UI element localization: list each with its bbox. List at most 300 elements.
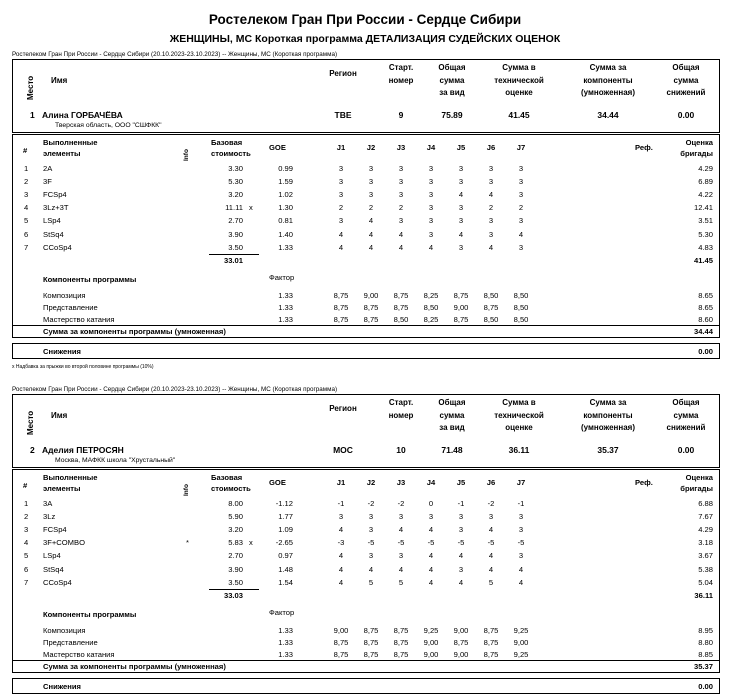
- judge-header: J1: [336, 143, 346, 152]
- judge-score: 3: [458, 164, 464, 173]
- event-line: Ростелеком Гран При России - Сердце Сибири (20.10.2023-23.10.2023) -- Женщины, МС (Короткая программа): [12, 51, 338, 58]
- factor-header: Фактор: [269, 272, 295, 282]
- element-code: 3F+COMBO: [43, 538, 85, 548]
- judge-score: -5: [427, 538, 435, 548]
- element-panel-score: 5.04: [698, 577, 713, 587]
- component-name: Представление: [43, 302, 98, 312]
- element-number: 1: [24, 164, 29, 173]
- judge-score: 3: [488, 216, 494, 226]
- judge-score: 3: [518, 190, 524, 200]
- skater-deductions: 0.00: [677, 110, 695, 120]
- element-goe: 1.33: [278, 242, 293, 252]
- judge-score: 2: [338, 203, 344, 213]
- skater-start-no: 10: [396, 445, 406, 455]
- judge-header: J1: [336, 478, 346, 487]
- deductions-header: Общая сумма снижений: [666, 398, 706, 432]
- component-judge-score: 8,50: [393, 315, 409, 325]
- component-factor: 1.33: [278, 290, 293, 300]
- component-judge-score: 8,25: [423, 290, 439, 300]
- element-panel-score: 4.22: [698, 190, 713, 200]
- component-judge-score: 8,75: [333, 315, 349, 325]
- region-header: Регион: [329, 404, 357, 413]
- skater-block: [0, 46, 730, 370]
- element-info: *: [186, 538, 189, 548]
- judge-score: 5: [398, 577, 404, 587]
- judge-score: 3: [398, 177, 404, 187]
- judge-score: 4: [338, 242, 344, 252]
- component-judge-score: 8,75: [363, 315, 379, 325]
- element-goe: 1.02: [278, 190, 293, 200]
- component-judge-score: 8,50: [513, 315, 529, 325]
- component-judge-score: 8,75: [363, 650, 379, 660]
- deductions-label: Снижения: [43, 682, 81, 691]
- element-panel-score: 5.30: [698, 229, 713, 239]
- skater-header-box: [12, 394, 720, 468]
- element-details-box: [12, 134, 720, 338]
- component-judge-score: 8,75: [393, 650, 409, 660]
- component-judge-score: 9,00: [333, 625, 349, 635]
- element-code: 2A: [43, 164, 53, 173]
- judge-score: 4: [338, 525, 344, 535]
- pcs-header: Сумма за компоненты (умноженная): [581, 398, 635, 432]
- judge-score: 3: [458, 216, 464, 226]
- panel-header: Оценка бригады: [680, 473, 713, 493]
- element-panel-score: 4.83: [698, 242, 713, 252]
- element-panel-score: 6.88: [698, 499, 713, 508]
- element-goe: 1.77: [278, 512, 293, 522]
- tes-header: Сумма в технической оценке: [494, 398, 544, 432]
- judge-score: 2: [518, 203, 524, 213]
- judge-score: 3: [368, 177, 374, 187]
- judge-header: J7: [516, 143, 526, 152]
- judge-score: 4: [338, 564, 344, 574]
- judge-score: -5: [487, 538, 495, 548]
- component-judge-score: 9,00: [423, 650, 439, 660]
- component-judge-score: 8,75: [393, 625, 409, 635]
- component-judge-score: 8,75: [393, 290, 409, 300]
- component-judge-score: 8,75: [363, 625, 379, 635]
- element-goe: -1.12: [275, 499, 293, 508]
- skater-start-no: 9: [398, 110, 404, 120]
- component-judge-score: 9,00: [363, 290, 379, 300]
- page-subtitle: ЖЕНЩИНЫ, МС Короткая программа ДЕТАЛИЗАЦИЯ СУДЕЙСКИХ ОЦЕНОК: [169, 33, 561, 45]
- judge-score: 3: [428, 229, 434, 239]
- judge-score: 3: [458, 203, 464, 213]
- component-judge-score: 8,75: [393, 637, 409, 647]
- judge-score: 3: [368, 190, 374, 200]
- base-value-total: 33.01: [223, 255, 243, 265]
- element-code: 3A: [43, 499, 53, 508]
- judge-header: J3: [396, 143, 406, 152]
- judge-score: -5: [397, 538, 405, 548]
- deductions-total: 0.00: [698, 347, 713, 356]
- element-base-value: 3.90: [228, 229, 243, 239]
- place-header: Место: [26, 75, 35, 100]
- judge-score: 3: [518, 164, 524, 173]
- component-judge-score: 8,50: [483, 315, 499, 325]
- pcs-total: 34.44: [693, 327, 713, 337]
- base-value-total: 33.03: [223, 590, 243, 600]
- deductions-box: [12, 343, 720, 359]
- element-base-value: 3.50: [228, 577, 243, 587]
- judge-score: 3: [428, 164, 434, 173]
- pcs-total-label: Сумма за компоненты программы (умноженная): [43, 327, 226, 337]
- component-factor: 1.33: [278, 650, 293, 660]
- judge-header: J5: [456, 143, 466, 152]
- element-base-value: 3.20: [228, 525, 243, 535]
- judge-score: 4: [368, 564, 374, 574]
- element-goe: 1.40: [278, 229, 293, 239]
- bonus-marker: x: [249, 538, 253, 548]
- judge-score: 3: [428, 203, 434, 213]
- component-judge-score: 9,25: [513, 650, 529, 660]
- judge-score: -3: [337, 538, 345, 548]
- judge-score: 3: [518, 551, 524, 561]
- start-no-header: Старт. номер: [388, 63, 414, 85]
- judge-score: 3: [338, 164, 344, 173]
- judge-score: 4: [428, 577, 434, 587]
- skater-total: 75.89: [441, 110, 463, 120]
- component-factor: 1.33: [278, 637, 293, 647]
- tes-total: 41.45: [693, 255, 713, 265]
- start-no-header: Старт. номер: [388, 398, 414, 420]
- element-number: 4: [24, 538, 29, 548]
- judge-score: 3: [518, 525, 524, 535]
- component-judge-score: 8,75: [333, 290, 349, 300]
- element-code: LSp4: [43, 551, 61, 561]
- judge-score: 4: [488, 525, 494, 535]
- total-header: Общая сумма за вид: [438, 398, 466, 432]
- judge-score: 3: [338, 177, 344, 187]
- skater-club: Москва, МАФКК школа "Хрустальный": [55, 457, 176, 464]
- info-header: Info: [183, 484, 190, 496]
- judge-score: 3: [458, 564, 464, 574]
- bonus-marker: x: [249, 203, 253, 213]
- judge-score: 3: [398, 512, 404, 522]
- pcs-total: 35.37: [693, 662, 713, 672]
- components-header: Компоненты программы: [43, 274, 137, 284]
- component-judge-score: 9,00: [423, 637, 439, 647]
- element-base-value: 5.90: [228, 512, 243, 522]
- component-judge-score: 9,00: [453, 302, 469, 312]
- judge-score: -1: [517, 499, 525, 508]
- judge-score: 4: [398, 564, 404, 574]
- page-title: Ростелеком Гран При России - Сердце Сибири: [208, 12, 522, 27]
- judge-score: 3: [368, 164, 374, 173]
- judge-score: 4: [458, 190, 464, 200]
- ref-header: Реф.: [635, 478, 653, 487]
- skater-block: [0, 381, 730, 691]
- name-header: Имя: [51, 411, 68, 420]
- judge-score: 3: [368, 551, 374, 561]
- component-panel-score: 8.85: [698, 650, 713, 660]
- pcs-header: Сумма за компоненты (умноженная): [581, 63, 635, 97]
- component-judge-score: 8,75: [483, 637, 499, 647]
- component-judge-score: 8,50: [513, 302, 529, 312]
- event-line: Ростелеком Гран При России - Сердце Сибири (20.10.2023-23.10.2023) -- Женщины, МС (Короткая программа): [12, 386, 338, 393]
- judge-score: 4: [398, 242, 404, 252]
- judge-score: 4: [428, 525, 434, 535]
- judge-score: 3: [458, 525, 464, 535]
- judge-score: 4: [428, 564, 434, 574]
- judge-score: 3: [518, 216, 524, 226]
- skater-region: ТВЕ: [334, 110, 352, 120]
- skater-place: 1: [30, 110, 35, 120]
- element-goe: 1.54: [278, 577, 293, 587]
- judge-score: 4: [458, 229, 464, 239]
- goe-header: GOE: [269, 143, 286, 152]
- judge-score: 3: [398, 551, 404, 561]
- judge-score: 4: [518, 229, 524, 239]
- component-judge-score: 9,00: [453, 625, 469, 635]
- judge-score: 4: [518, 564, 524, 574]
- judge-score: -1: [337, 499, 345, 508]
- judge-header: J6: [486, 478, 496, 487]
- component-judge-score: 8,75: [483, 650, 499, 660]
- base-header: Базовая стоимость: [211, 138, 251, 158]
- skater-header-box: [12, 59, 720, 133]
- element-base-value: 8.00: [228, 499, 243, 508]
- component-judge-score: 8,75: [363, 637, 379, 647]
- judge-score: 4: [338, 551, 344, 561]
- element-base-value: 3.50: [228, 242, 243, 252]
- pcs-total-label: Сумма за компоненты программы (умноженная): [43, 662, 226, 672]
- base-header: Базовая стоимость: [211, 473, 251, 493]
- component-judge-score: 8,75: [453, 315, 469, 325]
- judge-score: 3: [368, 525, 374, 535]
- element-base-value: 5.83: [228, 538, 243, 548]
- judge-score: 3: [428, 216, 434, 226]
- judge-score: 0: [428, 499, 434, 508]
- judge-score: 4: [428, 551, 434, 561]
- skater-tes: 41.45: [508, 110, 530, 120]
- element-number: 7: [24, 242, 29, 252]
- base-total-rule: [209, 589, 259, 590]
- judge-score: -5: [517, 538, 525, 548]
- element-base-value: 3.20: [228, 190, 243, 200]
- component-judge-score: 8,75: [483, 625, 499, 635]
- elements-header: Выполненные элементы: [43, 473, 98, 493]
- component-factor: 1.33: [278, 302, 293, 312]
- judge-header: J5: [456, 478, 466, 487]
- component-judge-score: 9,25: [513, 625, 529, 635]
- judge-score: 4: [368, 216, 374, 226]
- judge-score: 4: [338, 577, 344, 587]
- judge-score: 3: [398, 216, 404, 226]
- num-header: #: [23, 146, 28, 155]
- deductions-total: 0.00: [698, 682, 713, 691]
- pcs-total-rule: [13, 660, 719, 661]
- element-number: 1: [24, 499, 29, 508]
- skater-total: 71.48: [441, 445, 463, 455]
- element-code: CCoSp4: [43, 242, 72, 252]
- component-name: Мастерство катания: [43, 650, 115, 660]
- skater-place: 2: [30, 445, 35, 455]
- base-total-rule: [209, 254, 259, 255]
- element-code: StSq4: [43, 564, 64, 574]
- component-judge-score: 9,00: [453, 650, 469, 660]
- deductions-header: Общая сумма снижений: [666, 63, 706, 97]
- component-panel-score: 8.65: [698, 302, 713, 312]
- element-code: CCoSp4: [43, 577, 72, 587]
- skater-region: МОС: [333, 445, 353, 455]
- judge-score: 4: [398, 229, 404, 239]
- component-judge-score: 8,75: [333, 637, 349, 647]
- element-code: LSp4: [43, 216, 61, 226]
- judge-score: 4: [488, 242, 494, 252]
- component-judge-score: 8,50: [483, 290, 499, 300]
- panel-header: Оценка бригады: [680, 138, 713, 158]
- component-factor: 1.33: [278, 315, 293, 325]
- ref-header: Реф.: [635, 143, 653, 152]
- element-panel-score: 4.29: [698, 525, 713, 535]
- judge-score: 2: [368, 203, 374, 213]
- deductions-label: Снижения: [43, 347, 81, 356]
- skater-tes: 36.11: [508, 445, 530, 455]
- judge-header: J4: [426, 478, 436, 487]
- judge-score: -2: [487, 499, 495, 508]
- component-name: Представление: [43, 637, 98, 647]
- tes-header: Сумма в технической оценке: [494, 63, 544, 97]
- element-panel-score: 3.51: [698, 216, 713, 226]
- judge-score: 4: [428, 242, 434, 252]
- judge-score: -5: [457, 538, 465, 548]
- judge-score: 3: [488, 177, 494, 187]
- judge-score: 3: [398, 164, 404, 173]
- component-judge-score: 8,75: [483, 302, 499, 312]
- judge-score: 4: [368, 229, 374, 239]
- info-header: Info: [183, 149, 190, 161]
- judge-score: 5: [368, 577, 374, 587]
- skater-pcs: 35.37: [597, 445, 619, 455]
- judge-score: 3: [458, 242, 464, 252]
- judge-score: 4: [488, 190, 494, 200]
- skater-club: Тверская область, ООО "СШФКК": [55, 122, 162, 129]
- judge-score: 2: [398, 203, 404, 213]
- num-header: #: [23, 481, 28, 490]
- component-panel-score: 8.95: [698, 625, 713, 635]
- element-panel-score: 3.18: [698, 538, 713, 548]
- judge-score: 2: [488, 203, 494, 213]
- judge-score: 3: [338, 216, 344, 226]
- component-judge-score: 8,25: [423, 315, 439, 325]
- skater-name: Алина ГОРБАЧЁВА: [42, 110, 123, 120]
- judge-header: J4: [426, 143, 436, 152]
- name-header: Имя: [51, 76, 68, 85]
- judge-header: J2: [366, 143, 376, 152]
- element-panel-score: 4.29: [698, 164, 713, 173]
- element-details-box: [12, 469, 720, 673]
- tes-total: 36.11: [694, 590, 713, 600]
- skater-pcs: 34.44: [597, 110, 619, 120]
- element-base-value: 3.90: [228, 564, 243, 574]
- judge-header: J3: [396, 478, 406, 487]
- judge-score: 4: [458, 577, 464, 587]
- component-name: Композиция: [43, 290, 86, 300]
- judge-header: J7: [516, 478, 526, 487]
- judge-score: 3: [488, 229, 494, 239]
- skater-deductions: 0.00: [677, 445, 695, 455]
- element-panel-score: 6.89: [698, 177, 713, 187]
- element-code: 3F: [43, 177, 52, 187]
- judge-score: 3: [338, 190, 344, 200]
- element-goe: 1.30: [278, 203, 293, 213]
- components-header: Компоненты программы: [43, 609, 137, 619]
- element-code: 3Lz: [43, 512, 56, 522]
- goe-header: GOE: [269, 478, 286, 487]
- judge-score: 4: [398, 525, 404, 535]
- element-base-value: 3.30: [228, 164, 243, 173]
- element-number: 6: [24, 229, 29, 239]
- judge-score: 4: [488, 564, 494, 574]
- factor-header: Фактор: [269, 607, 295, 617]
- element-number: 5: [24, 216, 29, 226]
- element-goe: 0.97: [278, 551, 293, 561]
- judge-score: 3: [488, 512, 494, 522]
- judge-header: J2: [366, 478, 376, 487]
- judge-score: 3: [398, 190, 404, 200]
- judge-score: 3: [428, 512, 434, 522]
- element-code: FCSp4: [43, 525, 67, 535]
- element-number: 5: [24, 551, 29, 561]
- judge-score: 3: [458, 177, 464, 187]
- component-name: Композиция: [43, 625, 86, 635]
- element-number: 4: [24, 203, 29, 213]
- element-panel-score: 7.67: [698, 512, 713, 522]
- element-goe: 1.59: [278, 177, 293, 187]
- component-judge-score: 8,50: [513, 290, 529, 300]
- element-base-value: 2.70: [228, 551, 243, 561]
- component-judge-score: 8,75: [393, 302, 409, 312]
- element-number: 2: [24, 512, 29, 522]
- element-number: 3: [24, 190, 29, 200]
- judge-score: 4: [368, 242, 374, 252]
- component-factor: 1.33: [278, 625, 293, 635]
- component-judge-score: 8,75: [453, 637, 469, 647]
- judge-score: 3: [428, 190, 434, 200]
- judge-score: 3: [428, 177, 434, 187]
- judge-score: 3: [518, 512, 524, 522]
- component-judge-score: 8,75: [333, 302, 349, 312]
- element-base-value: 2.70: [228, 216, 243, 226]
- element-number: 7: [24, 577, 29, 587]
- elements-header: Выполненные элементы: [43, 138, 98, 158]
- element-number: 6: [24, 564, 29, 574]
- judge-score: -1: [457, 499, 465, 508]
- element-panel-score: 5.38: [698, 564, 713, 574]
- component-panel-score: 8.60: [698, 315, 713, 325]
- component-judge-score: 9,25: [423, 625, 439, 635]
- region-header: Регион: [329, 69, 357, 78]
- element-panel-score: 12.41: [693, 203, 713, 213]
- element-base-value: 5.30: [228, 177, 243, 187]
- place-header: Место: [26, 410, 35, 435]
- element-panel-score: 3.67: [698, 551, 713, 561]
- element-goe: 0.81: [278, 216, 293, 226]
- component-panel-score: 8.65: [698, 290, 713, 300]
- judge-score: 5: [488, 577, 494, 587]
- footnote: x Надбавка за прыжки во второй половине программы (10%): [12, 364, 154, 370]
- element-number: 2: [24, 177, 29, 187]
- judge-score: 4: [488, 551, 494, 561]
- element-code: 3Lz+3T: [43, 203, 69, 213]
- judge-score: -2: [397, 499, 405, 508]
- component-panel-score: 8.80: [698, 637, 713, 647]
- judge-header: J6: [486, 143, 496, 152]
- component-judge-score: 8,75: [333, 650, 349, 660]
- component-judge-score: 8,75: [453, 290, 469, 300]
- total-header: Общая сумма за вид: [438, 63, 466, 97]
